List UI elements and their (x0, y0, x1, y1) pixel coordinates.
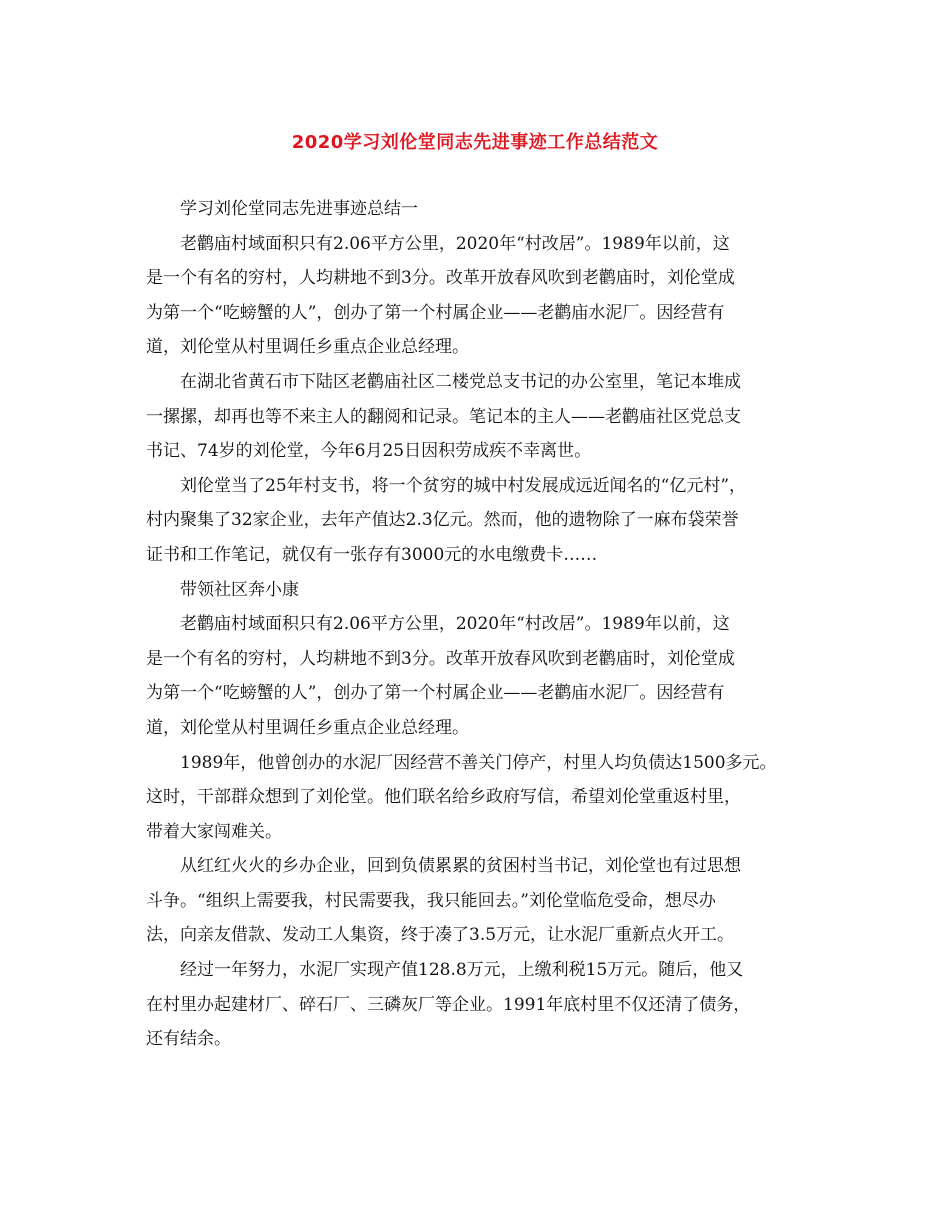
text-line: 为第一个“吃螃蟹的人”，创办了第一个村属企业——老鹳庙水泥厂。因经营有 (146, 683, 725, 704)
text-line: 是一个有名的穷村，人均耕地不到3分。改革开放春风吹到老鹳庙时，刘伦堂成 (146, 268, 735, 289)
text-line: 道，刘伦堂从村里调任乡重点企业总经理。 (146, 337, 469, 358)
text-line: 为第一个“吃螃蟹的人”，创办了第一个村属企业——老鹳庙水泥厂。因经营有 (146, 302, 725, 323)
text-line: 经过一年努力，水泥厂实现产值128.8万元，上缴利税15万元。随后，他又 (180, 960, 744, 981)
text-line: 一摞摞，却再也等不来主人的翻阅和记录。笔记本的主人——老鹳庙社区党总支 (146, 406, 741, 427)
text-line: 刘伦堂当了25年村支书，将一个贫穷的城中村发展成远近闻名的“亿元村”， (180, 475, 747, 496)
text-line: 证书和工作笔记，就仅有一张存有3000元的水电缴费卡…… (146, 544, 598, 565)
text-line: 在村里办起建材厂、碎石厂、三磷灰厂等企业。1991年底村里不仅还清了债务， (146, 994, 751, 1015)
text-line: 老鹳庙村域面积只有2.06平方公里，2020年“村改居”。1989年以前，这 (180, 614, 730, 635)
text-line: 书记、74岁的刘伦堂，今年6月25日因积劳成疾不幸离世。 (146, 441, 592, 462)
document-body (146, 192, 826, 1057)
text-line: 老鹳庙村域面积只有2.06平方公里，2020年“村改居”。1989年以前，这 (180, 233, 730, 254)
text-line: 道，刘伦堂从村里调任乡重点企业总经理。 (146, 717, 469, 738)
text-line: 斗争。“组织上需要我，村民需要我，我只能回去。”刘伦堂临危受命，想尽办 (146, 890, 716, 911)
text-line: 学习刘伦堂同志先进事迹总结一 (180, 199, 418, 219)
document-title: 2020学习刘伦堂同志先进事迹工作总结范文 (291, 132, 659, 153)
text-line: 村内聚集了32家企业，去年产值达2.3亿元。然而，他的遗物除了一麻布袋荣誉 (146, 510, 739, 531)
text-line: 1989年，他曾创办的水泥厂因经营不善关门停产，村里人均负债达1500多元。 (180, 752, 777, 773)
text-line: 在湖北省黄石市下陆区老鹳庙社区二楼党总支书记的办公室里，笔记本堆成 (180, 371, 741, 392)
text-line: 还有结余。 (146, 1029, 231, 1050)
text-line: 法，向亲友借款、发动工人集资，终于凑了3.5万元，让水泥厂重新点火开工。 (146, 925, 735, 946)
text-line: 带着大家闯难关。 (146, 821, 282, 842)
text-line: 带领社区奔小康 (180, 579, 299, 600)
text-line: 这时，干部群众想到了刘伦堂。他们联名给乡政府写信，希望刘伦堂重返村里， (146, 787, 741, 808)
text-line: 是一个有名的穷村，人均耕地不到3分。改革开放春风吹到老鹳庙时，刘伦堂成 (146, 648, 735, 669)
text-line: 从红红火火的乡办企业，回到负债累累的贫困村当书记，刘伦堂也有过思想 (180, 856, 741, 877)
